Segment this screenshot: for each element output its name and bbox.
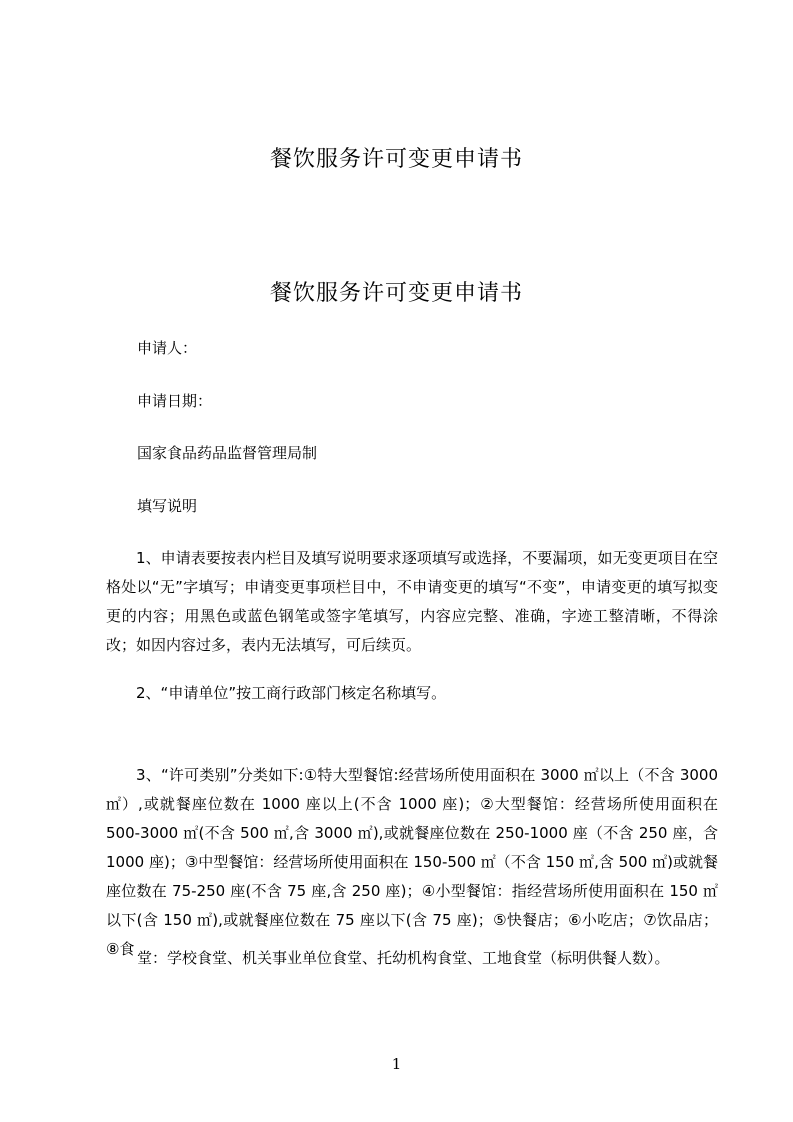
application-date-label: 申请日期： <box>137 392 213 410</box>
applicant-label: 申请人： <box>137 339 198 357</box>
instruction-paragraph-3-continued: 堂：学校食堂、机关事业单位食堂、托幼机构食堂、工地食堂（标明供餐人数）。 <box>137 949 670 967</box>
instruction-paragraph-1: 1、申请表要按表内栏目及填写说明要求逐项填写或选择，不要漏项，如无变更项目在空格处以“无”字填写；申请变更事项栏目中，不申请变更的填写“不变”，申请变更的填写拟变更的内容；用黑色或蓝色钢笔或签字笔填写，内容应完整、准确，字迹工整清晰，不得涂改；如因内容过多，表内无法填写，可后续页。 <box>106 549 718 654</box>
header-title: 餐饮服务许可变更申请书 <box>269 147 523 172</box>
instruction-paragraph-3: 3、“许可类别”分类如下:①特大型餐馆:经营场所使用面积在 3000 ㎡以上（不含 3000 ㎡）,或就餐座位数在 1000 座以上(不含 1000 座)；②大型餐馆：经营场所使用面积在 500-3000 ㎡(不含 500 ㎡,含 3000 ㎡),或就餐座位数在 250-1000 座（不含 250 座，含 1000 座)；③中型餐馆：经营场所使用面积在 150-500 ㎡（不含 150 ㎡,含 500 ㎡)或就餐座位数在 75-250 座(不含 75 座,含 250 座)；④小型餐馆：指经营场所使用面积在 150 ㎡以下(含 150 ㎡),或就餐座位数在 75 座以下(含 75 座)；⑤快餐店；⑥小吃店；⑦饮品店；⑧食 <box>106 766 718 958</box>
page-number: 1 <box>391 1055 402 1073</box>
document-title: 餐饮服务许可变更申请书 <box>269 281 523 306</box>
issuer-text: 国家食品药品监督管理局制 <box>137 444 318 462</box>
instruction-paragraph-2: 2、“申请单位”按工商行政部门核定名称填写。 <box>136 684 447 702</box>
instructions-heading: 填写说明 <box>137 497 198 515</box>
